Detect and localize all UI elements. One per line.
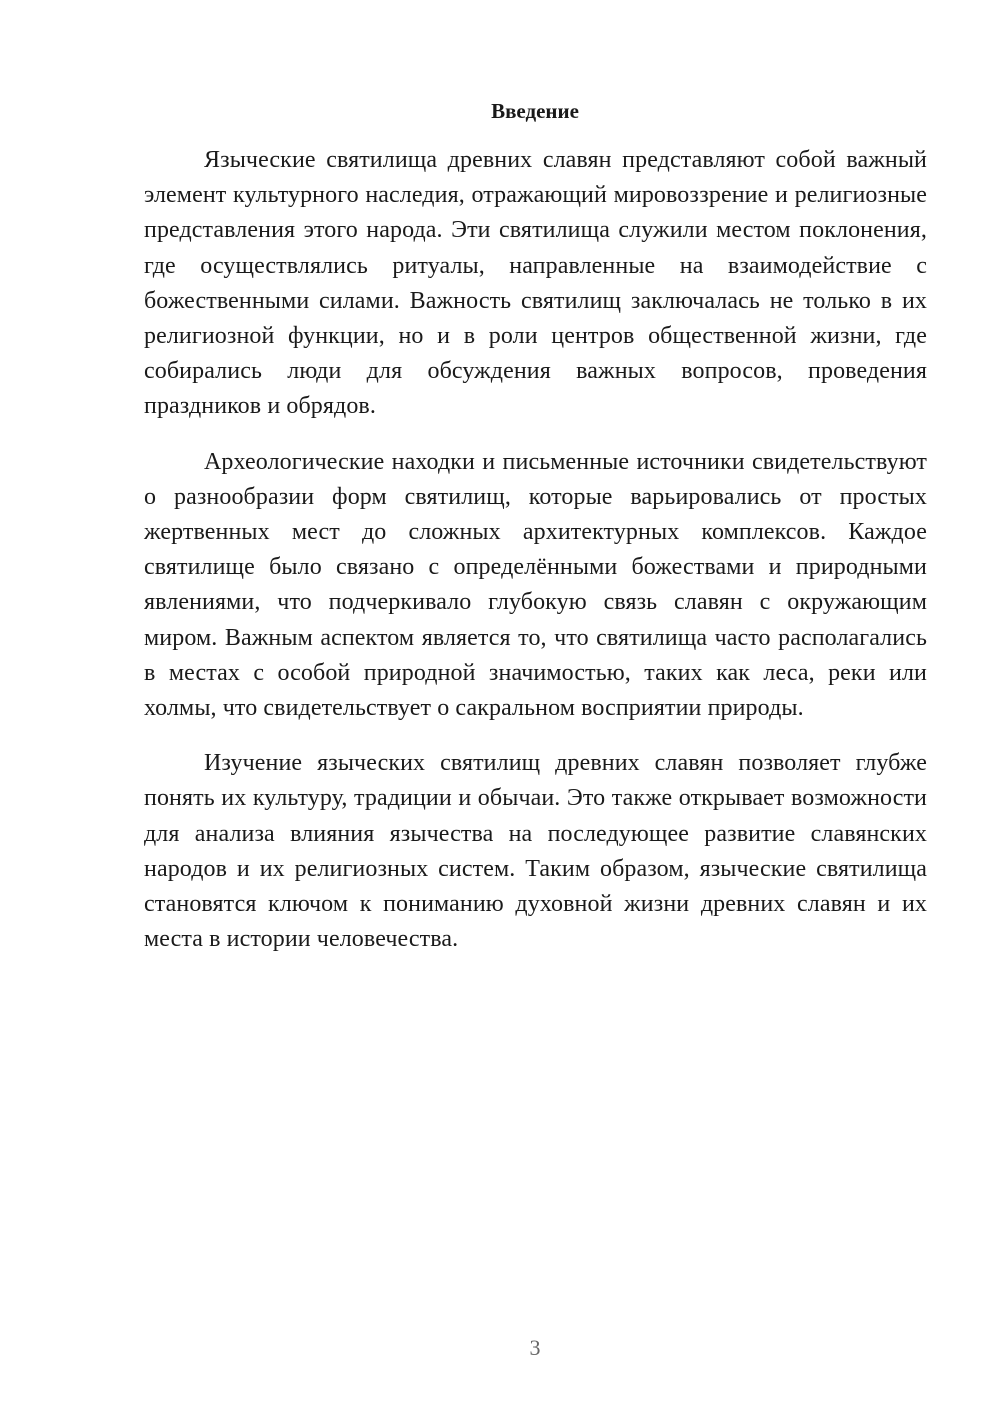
page-number: 3 bbox=[529, 1335, 541, 1360]
paragraph-1: Языческие святилища древних славян представляют собой важный элемент культурного наследия, отражающий мировоззрение и религиозные представления этого народа. Эти святилища служили местом поклонения, где осуществлялись ритуалы, направленные на взаимодействие с божественными силами. Важность святилищ заключалась не только в их религиозной функции, но и в роли центров общественной жизни, где собирались люди для обсуждения важных вопросов, проведения праздников и обрядов. bbox=[144, 147, 927, 420]
document-body bbox=[144, 143, 927, 977]
page-title: Введение bbox=[491, 99, 579, 123]
paragraph-2: Археологические находки и письменные источники свидетельствуют о разнообразии форм святилищ, которые варьировались от простых жертвенных мест до сложных архитектурных комплексов. Каждое святилище было связано с определёнными божествами и природными явлениями, что подчеркивало глубокую связь славян с окружающим миром. Важным аспектом является то, что святилища часто располагались в местах с особой природной значимостью, таких как леса, реки или холмы, что свидетельствует о сакральном восприятии природы. bbox=[144, 448, 927, 722]
paragraph-3: Изучение языческих святилищ древних славян позволяет глубже понять их культуру, традиции и обычаи. Это также открывает возможности для анализа влияния язычества на последующее развитие славянских народов и их религиозных систем. Таким образом, языческие святилища становятся ключом к пониманию духовной жизни древних славян и их места в истории человечества. bbox=[144, 750, 927, 953]
